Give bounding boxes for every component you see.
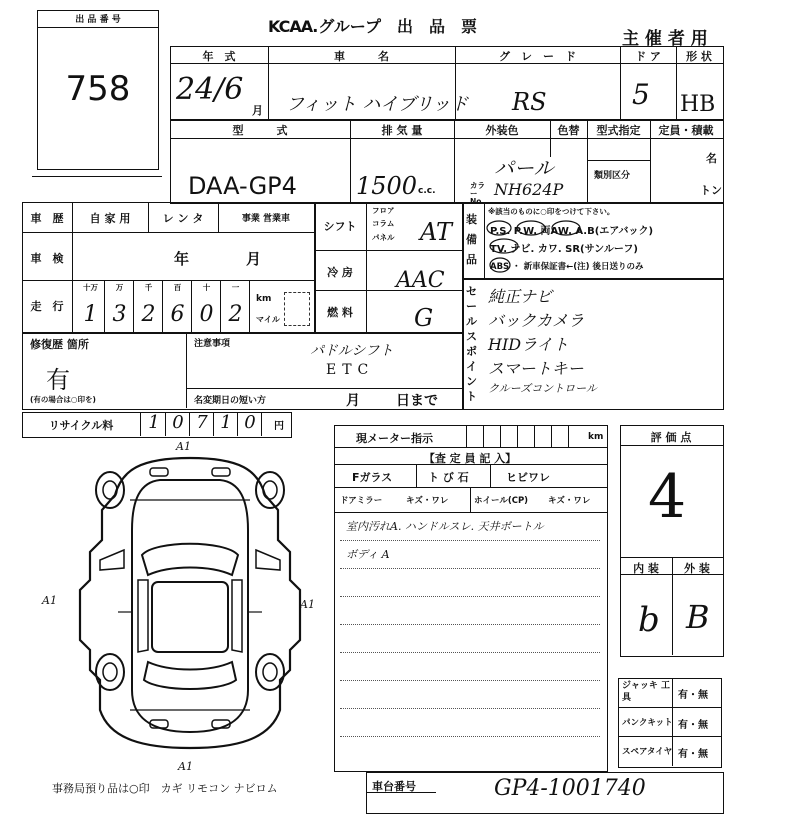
title-block — [268, 14, 477, 37]
mileage-digit: 2 — [228, 302, 243, 327]
mirror-damage: キズ・ワレ — [406, 496, 449, 506]
ac-label: 冷 房 — [327, 266, 353, 279]
mileage-digit-header: 十 — [202, 283, 211, 292]
inspector-comment-2: ボディ A — [346, 548, 390, 561]
mileage-label: 走 行 — [30, 300, 64, 313]
class-label: 類別区分 — [594, 171, 631, 181]
lot-number-box — [37, 10, 159, 170]
recycle-digit: 0 — [244, 412, 256, 433]
repair-note: (有の場合は○印を) — [30, 395, 96, 404]
mileage-digit-header: 十万 — [83, 283, 98, 292]
stone-chip-label: ト び 石 — [428, 471, 469, 484]
exterior-label: 外 装 — [684, 562, 710, 575]
mileage-digit-header: 一 — [231, 283, 240, 292]
office-items-label: 事務局預り品は○印 カギ リモコン ナビロム — [52, 782, 278, 795]
equipment-line1: P.S. P.W. 両AW. A.B(エアバック) — [490, 226, 654, 237]
diagram-mark-bottom: A1 — [178, 760, 193, 773]
mileage-digit: 6 — [170, 302, 185, 327]
shift-opt-column: コラム — [372, 219, 395, 228]
name-value: フィット ハイブリッド — [286, 94, 469, 115]
puncture-label: パンクキット — [622, 718, 673, 728]
mileage-unit-km: km — [256, 294, 272, 304]
history-opt-rental: レ ン タ — [162, 212, 204, 225]
doors-value: 5 — [632, 78, 650, 111]
puncture-yesno: 有・無 — [678, 720, 708, 731]
grade-header: グ レ ー ド — [499, 50, 576, 63]
year-value: 24/6 — [176, 72, 244, 107]
sales-point-item: スマートキー — [488, 359, 584, 378]
sales-point-item: クルーズコントロール — [488, 382, 597, 395]
meter-cell-divider — [568, 425, 569, 447]
history-opt-private: 自 家 用 — [89, 212, 131, 225]
meter-label: 現メーター指示 — [356, 432, 433, 445]
lot-bracket — [32, 176, 162, 177]
color-header: 外装色 — [485, 124, 519, 137]
mileage-digit-header: 万 — [115, 283, 124, 292]
chassis-value: GP4-1001740 — [494, 776, 646, 801]
history-label: 車 歴 — [30, 212, 64, 225]
inspection-label: 車 検 — [30, 252, 64, 265]
meter-cell-divider — [500, 425, 501, 447]
recycle-digit: 1 — [148, 412, 160, 433]
comment-rule — [340, 596, 600, 597]
diagram-mark-left: A1 — [42, 594, 57, 607]
designation-header: 型式指定 — [596, 124, 641, 137]
comment-rule — [340, 680, 600, 681]
year-unit: 月 — [252, 104, 263, 117]
shape-value: HB — [680, 92, 716, 117]
expiry-day: 日まで — [396, 393, 438, 409]
sales-point-item: バックカメラ — [488, 311, 585, 330]
notes-item-etc: ETC — [326, 362, 375, 378]
doors-header: ド ア — [635, 50, 661, 63]
comment-rule — [340, 736, 600, 737]
colorchange-header: 色替 — [557, 124, 580, 137]
meter-cell-divider — [534, 425, 535, 447]
expiry-month: 月 — [346, 393, 360, 409]
inspection-year: 年 — [174, 250, 190, 268]
mileage-unit-mile: マイル — [256, 315, 280, 324]
recycle-digit: 0 — [172, 412, 184, 433]
mileage-digit-header: 百 — [173, 283, 182, 292]
equipment-circles — [486, 216, 636, 276]
year-header: 年 式 — [202, 50, 236, 63]
sales-label: セールスポイント — [466, 285, 477, 403]
mileage-unit-checkbox — [284, 292, 310, 326]
color-value: パール — [494, 156, 554, 180]
equipment-label: 装 備 品 — [466, 213, 477, 266]
diagram-mark-right: A1 — [300, 598, 315, 611]
exterior-grade: B — [686, 598, 710, 636]
spare-yesno: 有・無 — [678, 749, 708, 760]
chassis-label: 車台番号 — [372, 780, 416, 793]
meter-cell-divider — [551, 425, 552, 447]
sales-point-item: 純正ナビ — [488, 287, 553, 306]
brand-logo: KCAA — [268, 17, 313, 36]
lot-number-value: 758 — [65, 69, 131, 109]
mirror-label: ドアミラー — [340, 496, 383, 506]
recycle-digit: 1 — [220, 412, 232, 433]
model-value: DAA-GP4 — [188, 172, 297, 200]
shape-header: 形 状 — [686, 50, 712, 63]
comment-rule — [340, 624, 600, 625]
comment-rule — [340, 708, 600, 709]
mileage-digit: 3 — [112, 302, 127, 327]
wheel-label: ホイール(CP) — [474, 496, 529, 506]
repair-value: 有 — [46, 366, 70, 394]
shift-value: AT — [420, 218, 453, 246]
mileage-digit: 1 — [83, 302, 98, 327]
comment-rule — [340, 568, 600, 569]
wheel-damage: キズ・ワレ — [548, 496, 591, 506]
inspection-month: 月 — [246, 250, 262, 268]
inspector-comment-1: 室内汚れA. ハンドルスレ. 天井ボートル — [346, 520, 544, 533]
name-header: 車 名 — [334, 50, 389, 63]
ac-value: AAC — [396, 268, 445, 293]
jack-yesno: 有・無 — [678, 690, 708, 701]
interior-label: 内 装 — [633, 562, 659, 575]
recycle-unit: 円 — [274, 421, 284, 432]
history-opt-business: 事業 営業車 — [241, 214, 291, 224]
overall-score: 4 — [648, 462, 687, 532]
notes-item-paddle: パドルシフト — [310, 343, 394, 359]
score-header: 評 価 点 — [650, 431, 692, 444]
recycle-label: リサイクル料 — [48, 419, 114, 432]
f-glass-label: Fガラス — [352, 471, 393, 484]
interior-grade: b — [638, 600, 660, 640]
sales-point-item: HIDライト — [488, 335, 569, 354]
diagram-mark-top: A1 — [176, 440, 191, 453]
shift-opt-floor: フロア — [372, 206, 395, 215]
equipment-line2: TV. ナビ. カワ. SR(サンルーフ) — [490, 244, 638, 255]
usage-label: 主 催 者 用 — [622, 29, 708, 49]
shift-label: シフト — [323, 220, 357, 233]
mileage-digit-header: 千 — [144, 283, 153, 292]
capacity-header: 定員・積載 — [658, 124, 714, 137]
mileage-digit: 2 — [141, 302, 156, 327]
meter-cell-divider — [466, 425, 467, 447]
comment-rule — [340, 652, 600, 653]
spare-label: スペアタイヤ — [622, 747, 673, 757]
title-text: .グループ 出 品 票 — [312, 17, 477, 36]
displacement-header: 排 気 量 — [381, 124, 423, 137]
inspector-header: 【査 定 員 記 入】 — [423, 452, 517, 465]
meter-unit: km — [588, 432, 604, 442]
recycle-digit: 7 — [196, 412, 208, 433]
meter-cell-divider — [517, 425, 518, 447]
model-header: 型 式 — [232, 124, 288, 137]
meter-cell-divider — [483, 425, 484, 447]
displacement-unit: c.c. — [418, 186, 436, 196]
color-no-value: NH624P — [494, 180, 564, 199]
notes-label: 注意事項 — [194, 339, 231, 349]
lot-number-header: 出 品 番 号 — [38, 12, 158, 28]
capacity-unit-ton: トン — [700, 184, 722, 197]
repair-label: 修復歴 箇所 — [30, 338, 89, 351]
car-diagram — [60, 440, 320, 760]
grade-value: RS — [512, 88, 547, 116]
expiry-label: 名変期日の短い方 — [194, 396, 267, 406]
displacement-value: 1500 — [356, 172, 418, 200]
capacity-unit-people: 名 — [706, 152, 717, 165]
mileage-digit: 0 — [199, 302, 214, 327]
jack-label: ジャッキ 工 具 — [622, 681, 670, 703]
fuel-label: 燃 料 — [327, 306, 353, 319]
color-no-label: カラー No. — [470, 181, 485, 206]
equipment-note: ※該当のものに○印をつけて下さい。 — [488, 207, 615, 216]
shift-opt-panel: パネル — [372, 233, 395, 242]
crack-label: ヒビワレ — [506, 471, 550, 484]
fuel-value: G — [414, 304, 434, 332]
comment-rule — [340, 540, 600, 541]
equipment-line3: ABS ・ 新車保証書←(注) 後日送りのみ — [490, 262, 644, 272]
